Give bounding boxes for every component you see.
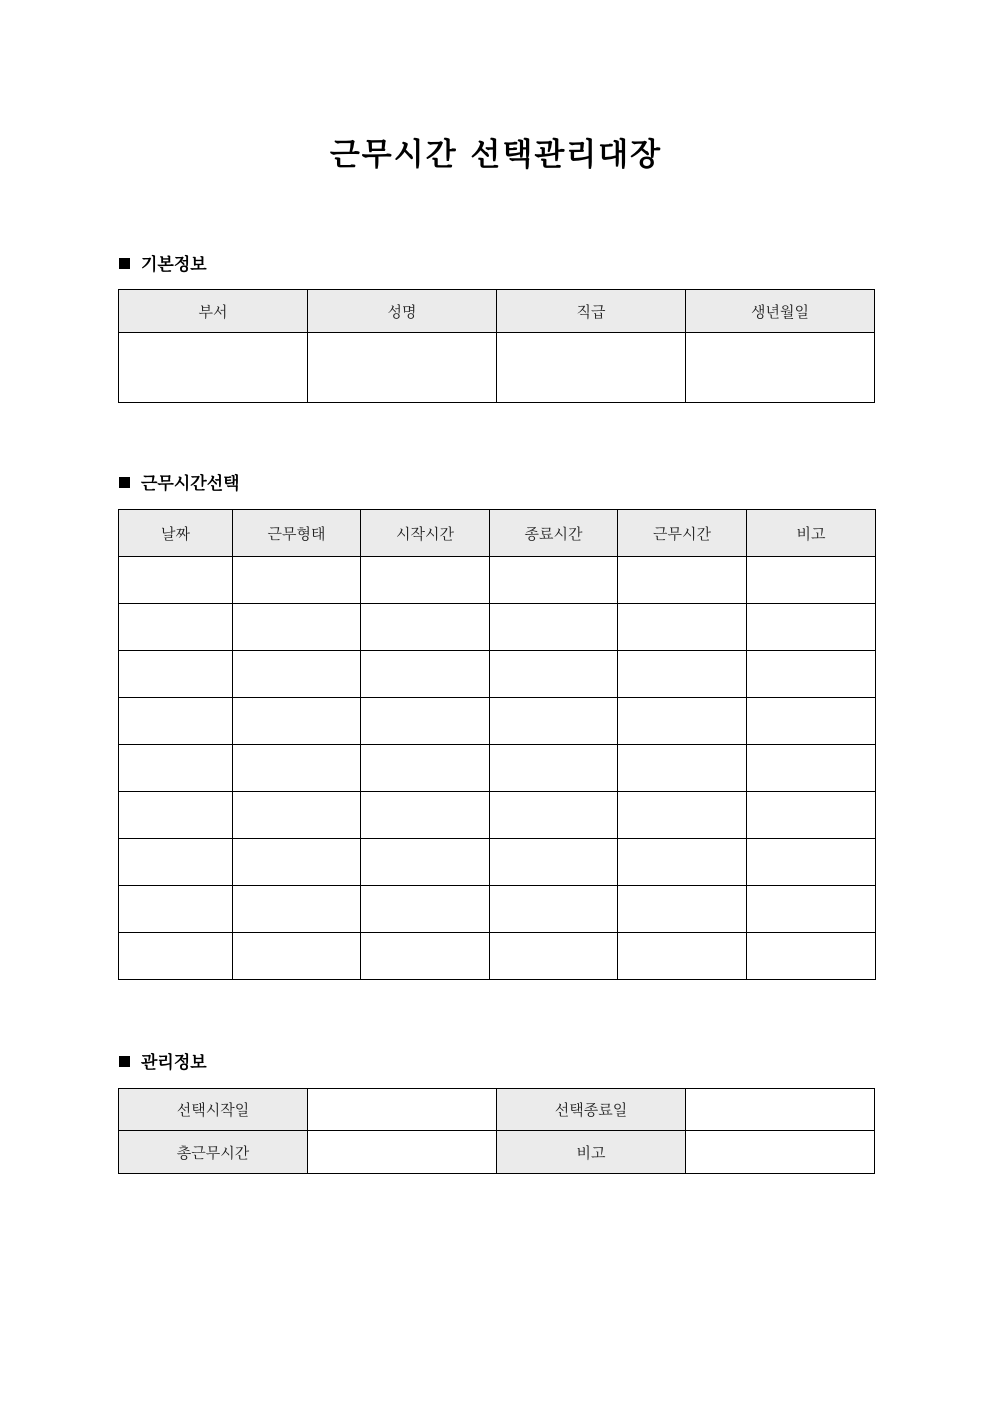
table-row [119,604,876,651]
start-time-cell[interactable] [361,698,490,745]
date-cell[interactable] [119,792,233,839]
end-time-cell[interactable] [490,933,618,980]
work-hours-cell[interactable] [618,651,747,698]
table-row [119,651,876,698]
header-remarks: 비고 [747,510,876,557]
table-row [119,1089,875,1131]
date-cell[interactable] [119,839,233,886]
date-cell[interactable] [119,557,233,604]
date-cell[interactable] [119,933,233,980]
remarks-cell[interactable] [747,792,876,839]
header-work-hours: 근무시간 [618,510,747,557]
header-birthdate: 생년월일 [686,290,875,333]
position-cell[interactable] [497,333,686,403]
work-type-cell[interactable] [233,886,361,933]
work-type-cell[interactable] [233,604,361,651]
start-time-cell[interactable] [361,651,490,698]
start-time-cell[interactable] [361,839,490,886]
header-work-type: 근무형태 [233,510,361,557]
work-type-cell[interactable] [233,933,361,980]
work-hours-cell[interactable] [618,745,747,792]
end-time-cell[interactable] [490,651,618,698]
work-hours-cell[interactable] [618,557,747,604]
remarks-cell[interactable] [747,651,876,698]
section-heading-label: 근무시간선택 [141,474,240,494]
name-cell[interactable] [308,333,497,403]
start-time-cell[interactable] [361,886,490,933]
work-hours-cell[interactable] [618,839,747,886]
square-bullet-icon [119,477,130,488]
management-table [118,1088,875,1174]
birthdate-cell[interactable] [686,333,875,403]
end-time-cell[interactable] [490,698,618,745]
start-time-cell[interactable] [361,792,490,839]
page-title: 근무시간 선택관리대장 [329,137,663,173]
work-hours-cell[interactable] [618,792,747,839]
start-time-cell[interactable] [361,745,490,792]
basic-info-table [118,289,875,403]
remarks-cell[interactable] [747,933,876,980]
label-selection-end-date: 선택종료일 [497,1089,686,1131]
table-row [119,792,876,839]
date-cell[interactable] [119,698,233,745]
work-type-cell[interactable] [233,651,361,698]
remarks-cell[interactable] [747,604,876,651]
table-row [119,698,876,745]
work-hours-cell[interactable] [618,886,747,933]
header-start-time: 시작시간 [361,510,490,557]
header-end-time: 종료시간 [490,510,618,557]
header-name: 성명 [308,290,497,333]
section-heading-schedule [119,472,240,496]
department-cell[interactable] [119,333,308,403]
square-bullet-icon [119,1056,130,1067]
management-remarks-cell[interactable] [686,1131,875,1174]
schedule-table [118,509,876,980]
label-remarks: 비고 [497,1131,686,1174]
end-time-cell[interactable] [490,886,618,933]
remarks-cell[interactable] [747,557,876,604]
table-row [119,839,876,886]
end-time-cell[interactable] [490,557,618,604]
work-type-cell[interactable] [233,745,361,792]
end-time-cell[interactable] [490,604,618,651]
table-row [119,745,876,792]
selection-start-date-cell[interactable] [308,1089,497,1131]
date-cell[interactable] [119,604,233,651]
section-heading-label: 기본정보 [141,255,207,275]
section-heading-basic-info [119,253,207,277]
date-cell[interactable] [119,745,233,792]
selection-end-date-cell[interactable] [686,1089,875,1131]
section-heading-management [119,1051,207,1075]
work-hours-cell[interactable] [618,933,747,980]
end-time-cell[interactable] [490,792,618,839]
total-work-hours-cell[interactable] [308,1131,497,1174]
header-department: 부서 [119,290,308,333]
work-type-cell[interactable] [233,698,361,745]
remarks-cell[interactable] [747,886,876,933]
work-type-cell[interactable] [233,839,361,886]
remarks-cell[interactable] [747,839,876,886]
remarks-cell[interactable] [747,698,876,745]
start-time-cell[interactable] [361,604,490,651]
table-row [119,557,876,604]
square-bullet-icon [119,258,130,269]
date-cell[interactable] [119,886,233,933]
work-hours-cell[interactable] [618,698,747,745]
end-time-cell[interactable] [490,839,618,886]
table-row [119,886,876,933]
work-type-cell[interactable] [233,557,361,604]
section-heading-label: 관리정보 [141,1053,207,1073]
label-total-work-hours: 총근무시간 [119,1131,308,1174]
start-time-cell[interactable] [361,557,490,604]
header-position: 직급 [497,290,686,333]
work-hours-cell[interactable] [618,604,747,651]
end-time-cell[interactable] [490,745,618,792]
table-header-row [119,290,875,333]
date-cell[interactable] [119,651,233,698]
work-type-cell[interactable] [233,792,361,839]
start-time-cell[interactable] [361,933,490,980]
table-header-row [119,510,876,557]
remarks-cell[interactable] [747,745,876,792]
table-row [119,933,876,980]
table-row [119,333,875,403]
label-selection-start-date: 선택시작일 [119,1089,308,1131]
table-row [119,1131,875,1174]
header-date: 날짜 [119,510,233,557]
